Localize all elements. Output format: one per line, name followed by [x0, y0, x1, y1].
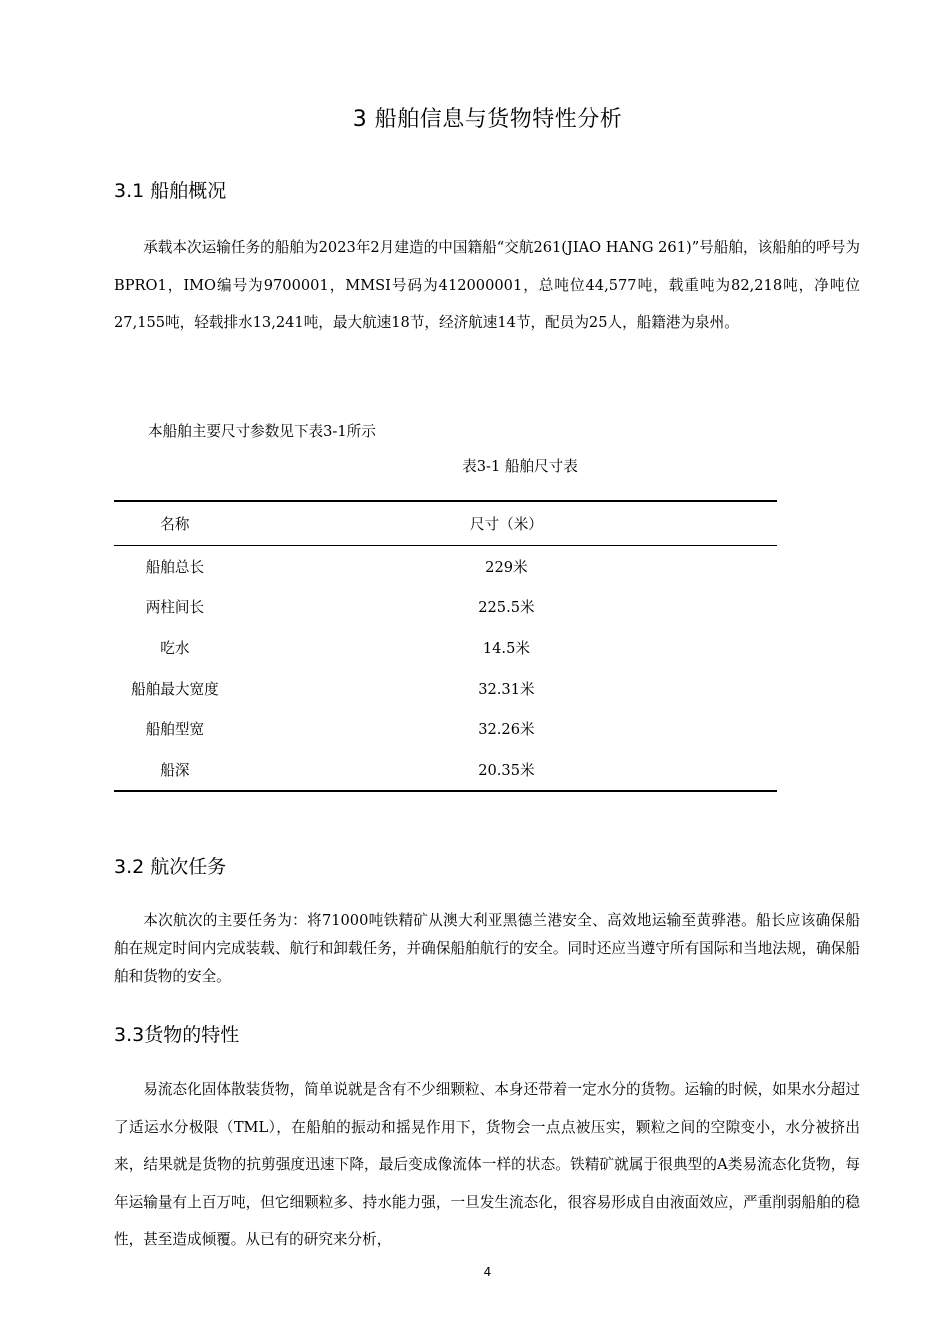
table-cell-size: 225.5米 — [478, 599, 535, 617]
ship-dimension-table — [114, 500, 777, 792]
table-cell-size: 32.31米 — [478, 680, 535, 698]
paragraph-voyage-task: 本次航次的主要任务为：将71000吨铁精矿从澳大利亚黑德兰港安全、高效地运输至黄骅港。船长应该确保船舶在规定时间内完成装载、航行和卸载任务，并确保船舶航行的安全。同时还应当遵守所有国际和当地法规，确保船舶和货物的安全。 — [114, 912, 860, 985]
section-heading-3-1: 3.1 船舶概况 — [114, 180, 227, 202]
table-row — [114, 587, 777, 628]
table-caption: 表3-1 船舶尺寸表 — [462, 458, 578, 475]
chapter-title: 3 船舶信息与货物特性分析 — [352, 107, 623, 132]
table-row — [114, 749, 777, 790]
table-row — [114, 668, 777, 709]
table-row — [114, 708, 777, 749]
table-intro-text: 本船舶主要尺寸参数见下表3-1所示 — [148, 423, 376, 440]
page-number: 4 — [483, 1265, 492, 1279]
paragraph-ship-overview: 承载本次运输任务的船舶为2023年2月建造的中国籍船“交航261(JIAO HANG 261)”号船舶，该船舶的呼号为BPRO1，IMO编号为9700001，MMSI号码为412000001，总吨位44,577吨，载重吨为82,218吨，净吨位27,155吨，轻载排水13,241吨，最大航速18节，经济航速14节，配员为25人，船籍港为泉州。 — [114, 239, 860, 331]
table-cell-name: 船舶总长 — [145, 558, 205, 576]
table-cell-name: 吃水 — [160, 639, 190, 657]
table-row — [114, 546, 777, 587]
paragraph-cargo-properties: 易流态化固体散装货物，简单说就是含有不少细颗粒、本身还带着一定水分的货物。运输的时候，如果水分超过了适运水分极限（TML），在船舶的振动和摇晃作用下，货物会一点点被压实，颗粒之间的空隙变小，水分被挤出来，结果就是货物的抗剪强度迅速下降，最后变成像流体一样的状态。铁精矿就属于很典型的A类易流态化货物，每年运输量有上百万吨，但它细颗粒多、持水能力强，一旦发生流态化，很容易形成自由液面效应，严重削弱船舶的稳性，甚至造成倾覆。从已有的研究来分析， — [114, 1081, 860, 1248]
table-cell-size: 20.35米 — [478, 761, 535, 779]
section-heading-3-3: 3.3货物的特性 — [114, 1024, 240, 1046]
table-header-name: 名称 — [160, 516, 190, 533]
table-cell-size: 32.26米 — [478, 721, 535, 739]
table-header-row — [114, 502, 777, 545]
table-row — [114, 627, 777, 668]
section-heading-3-2: 3.2 航次任务 — [114, 856, 227, 878]
table-cell-name: 两柱间长 — [145, 599, 205, 617]
table-header-size: 尺寸（米） — [469, 516, 543, 533]
table-cell-size: 229米 — [485, 558, 528, 576]
table-cell-name: 船深 — [160, 761, 190, 779]
table-cell-name: 船舶最大宽度 — [131, 680, 219, 698]
table-cell-name: 船舶型宽 — [145, 721, 205, 739]
table-bottom-rule — [114, 790, 777, 792]
table-cell-size: 14.5米 — [482, 639, 530, 657]
